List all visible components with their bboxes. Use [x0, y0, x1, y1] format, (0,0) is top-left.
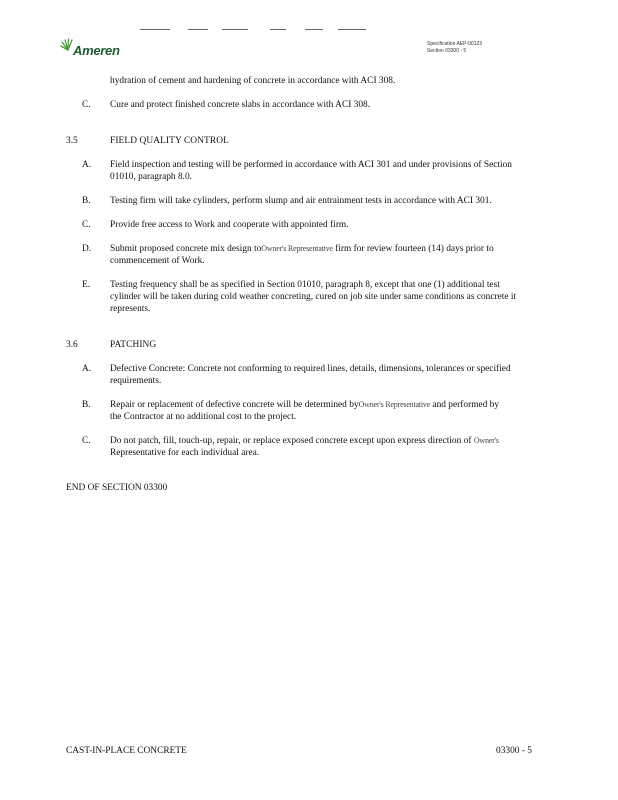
- section-number: 3.6: [66, 340, 78, 350]
- item-text: Cure and protect finished concrete slabs in accordance with ACI 308.: [110, 100, 371, 110]
- item-letter: C.: [82, 100, 91, 110]
- item-text-line: requirements.: [110, 376, 162, 386]
- item-letter: C.: [82, 220, 91, 230]
- item-text-line: commencement of Work.: [110, 256, 205, 266]
- item-letter: B.: [82, 400, 91, 410]
- item-letter: C.: [82, 436, 91, 446]
- item-text-line: Submit proposed concrete mix design toOwner's Representative firm for review fourteen (14) days prior to: [110, 244, 494, 254]
- item-text-line: 01010, paragraph 8.0.: [110, 172, 193, 182]
- item-letter: D.: [82, 244, 92, 254]
- item-text-line: represents.: [110, 304, 151, 314]
- item-letter: B.: [82, 196, 91, 206]
- item-text-line: cylinder will be taken during cold weather concreting, cured on job site under same conditions as concrete it: [110, 292, 517, 302]
- item-text-line: Repair or replacement of defective concrete will be determined byOwner's Representative and performed by: [110, 400, 500, 410]
- item-text-line: the Contractor at no additional cost to the project.: [110, 412, 297, 422]
- item-text-line: Provide free access to Work and cooperate with appointed firm.: [110, 220, 349, 230]
- item-text-line: Defective Concrete: Concrete not conforming to required lines, details, dimensions, tolerances or specified: [110, 364, 511, 374]
- item-letter: A.: [82, 364, 92, 374]
- item-text-line: Field inspection and testing will be performed in accordance with ACI 301 and under provisions of Section: [110, 160, 512, 170]
- section-title: PATCHING: [110, 340, 157, 350]
- spec-reference: [427, 41, 482, 55]
- item-text-line: Testing firm will take cylinders, perform slump and air entrainment tests in accordance with ACI 301.: [110, 196, 492, 206]
- section-reference: Section 03300 - 5: [427, 48, 467, 54]
- section-number: 3.5: [66, 136, 78, 146]
- section-title: FIELD QUALITY CONTROL: [110, 136, 229, 146]
- logo-text: Ameren: [73, 43, 120, 58]
- spec-number: Specification AEP-00123: [427, 41, 483, 47]
- footer-title: CAST-IN-PLACE CONCRETE: [66, 746, 187, 756]
- item-letter: E.: [82, 280, 91, 290]
- footer-page-number: 03300 - 5: [496, 746, 532, 756]
- header-rule-marks: [140, 29, 370, 31]
- item-letter: A.: [82, 160, 92, 170]
- item-text-line: Representative for each individual area.: [110, 448, 260, 458]
- end-of-section: END OF SECTION 03300: [66, 483, 168, 493]
- ameren-logo: [60, 38, 140, 60]
- item-text-line: Testing frequency shall be as specified in Section 01010, paragraph 8, except that one (1) additional test: [110, 280, 500, 290]
- continuation-text: hydration of cement and hardening of concrete in accordance with ACI 308.: [110, 76, 396, 86]
- item-text-line: Do not patch, fill, touch-up, repair, or replace exposed concrete except upon express direction of Owner's: [110, 436, 499, 446]
